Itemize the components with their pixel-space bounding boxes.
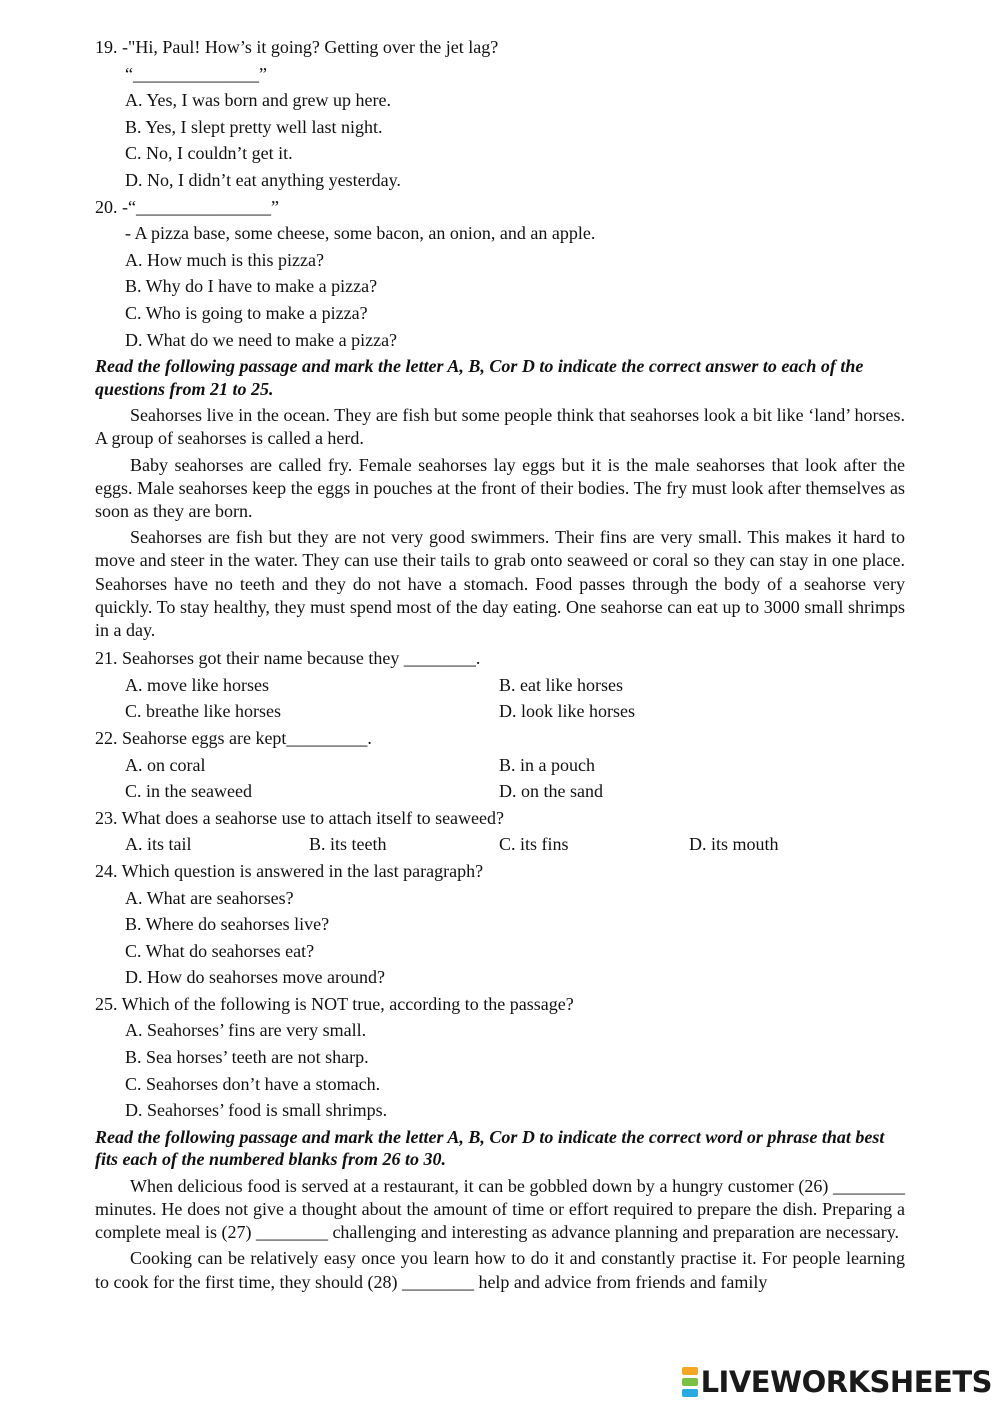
question-22-stem: 22. Seahorse eggs are kept_________. xyxy=(95,727,372,748)
question-23-option-a: A. its tail xyxy=(125,834,192,855)
question-22-options-row xyxy=(95,778,905,805)
question-21-option-b: B. eat like horses xyxy=(499,674,623,695)
question-23-option-b: B. its teeth xyxy=(309,834,387,855)
question-19-option-b: B. Yes, I slept pretty well last night. xyxy=(125,116,383,137)
question-22-option-c: C. in the seaweed xyxy=(125,781,252,802)
question-25-option-a: A. Seahorses’ fins are very small. xyxy=(125,1020,367,1041)
question-20-reply: - A pizza base, some cheese, some bacon, an onion, and an apple. xyxy=(125,223,596,244)
question-24-option-b: B. Where do seahorses live? xyxy=(125,914,330,935)
question-22-option-d: D. on the sand xyxy=(499,781,603,802)
question-22-option-a: A. on coral xyxy=(125,754,206,775)
question-25-option-c: C. Seahorses don’t have a stomach. xyxy=(125,1073,381,1094)
question-20-option-b: B. Why do I have to make a pizza? xyxy=(125,276,378,297)
worksheet-page xyxy=(95,34,905,1297)
question-23-option-d: D. its mouth xyxy=(689,834,779,855)
question-24-option-a: A. What are seahorses? xyxy=(125,887,294,908)
instruction-26-30: Read the following passage and mark the letter A, B, Cor D to indicate the correct word or phrase that best fits each of the numbered blanks from 26 to 30. xyxy=(95,1126,885,1170)
question-19-option-d: D. No, I didn’t eat anything yesterday. xyxy=(125,169,401,190)
question-21-stem: 21. Seahorses got their name because they ________. xyxy=(95,648,481,669)
question-21-option-d: D. look like horses xyxy=(499,701,635,722)
question-23-option-c: C. its fins xyxy=(499,834,569,855)
question-23-options-row xyxy=(95,831,905,858)
passage-2-paragraph: Cooking can be relatively easy once you learn how to do it and constantly practise it. For people learning to cook for the first time, they should (28) ________ help and advice from friends and family xyxy=(95,1248,905,1292)
question-20-option-a: A. How much is this pizza? xyxy=(125,249,324,270)
passage-1-paragraph: Baby seahorses are called fry. Female seahorses lay eggs but it is the male seahorses that look after the eggs. Male seahorses keep the eggs in pouches at the front of their bodies. The fry must look after themselves as soon as they are born. xyxy=(95,454,905,521)
question-22-option-b: B. in a pouch xyxy=(499,754,595,775)
question-19-blank: “______________” xyxy=(125,63,267,84)
question-24-option-d: D. How do seahorses move around? xyxy=(125,967,385,988)
question-19-option-c: C. No, I couldn’t get it. xyxy=(125,143,293,164)
question-19-stem: 19. -"Hi, Paul! How’s it going? Getting over the jet lag? xyxy=(95,37,499,57)
question-23-stem: 23. What does a seahorse use to attach itself to seaweed? xyxy=(95,807,505,828)
question-24-option-c: C. What do seahorses eat? xyxy=(125,940,315,961)
liveworksheets-logo-icon xyxy=(682,1367,698,1397)
question-20-option-d: D. What do we need to make a pizza? xyxy=(125,329,398,350)
logo-bar-blue xyxy=(682,1389,698,1397)
question-25-stem: 25. Which of the following is NOT true, according to the passage? xyxy=(95,993,574,1014)
question-21-options-row xyxy=(95,698,905,725)
question-22-options-row xyxy=(95,752,905,779)
passage-2-paragraph: When delicious food is served at a restaurant, it can be gobbled down by a hungry customer (26) ________ minutes. He does not give a thought about the amount of time or effort required to prepare the dish. Preparing a complete meal is (27) ________ challenging and interesting as advance planning and preparation are necessary. xyxy=(95,1175,905,1243)
liveworksheets-brand-text: LIVEWORKSHEETS xyxy=(700,1365,992,1399)
question-20-option-c: C. Who is going to make a pizza? xyxy=(125,302,368,323)
logo-bar-orange xyxy=(682,1367,698,1375)
passage-1-paragraph: Seahorses are fish but they are not very good swimmers. Their fins are very small. This makes it hard to move and steer in the water. They can use their tails to grab onto seaweed or coral so they can stay in one place. Seahorses have no teeth and they do not have a stomach. Food passes through the body of a seahorse very quickly. To stay healthy, they must spend most of the day eating. One seahorse can eat up to 3000 small shrimps in a day. xyxy=(95,527,905,640)
question-21-option-a: A. move like horses xyxy=(125,674,269,695)
question-21-option-c: C. breathe like horses xyxy=(125,701,281,722)
question-25-option-d: D. Seahorses’ food is small shrimps. xyxy=(125,1100,388,1121)
question-20-stem: 20. -“_______________” xyxy=(95,196,279,217)
instruction-21-25: Read the following passage and mark the letter A, B, Cor D to indicate the correct answer to each of the questions from 21 to 25. xyxy=(95,356,864,399)
liveworksheets-logo xyxy=(682,1365,992,1399)
passage-1-paragraph: Seahorses live in the ocean. They are fish but some people think that seahorses look a bit like ‘land’ horses. A group of seahorses is called a herd. xyxy=(95,405,905,449)
question-24-stem: 24. Which question is answered in the last paragraph? xyxy=(95,860,484,881)
question-19-option-a: A. Yes, I was born and grew up here. xyxy=(125,90,391,111)
question-25-option-b: B. Sea horses’ teeth are not sharp. xyxy=(125,1047,369,1068)
question-21-options-row xyxy=(95,672,905,699)
logo-bar-green xyxy=(682,1378,698,1386)
